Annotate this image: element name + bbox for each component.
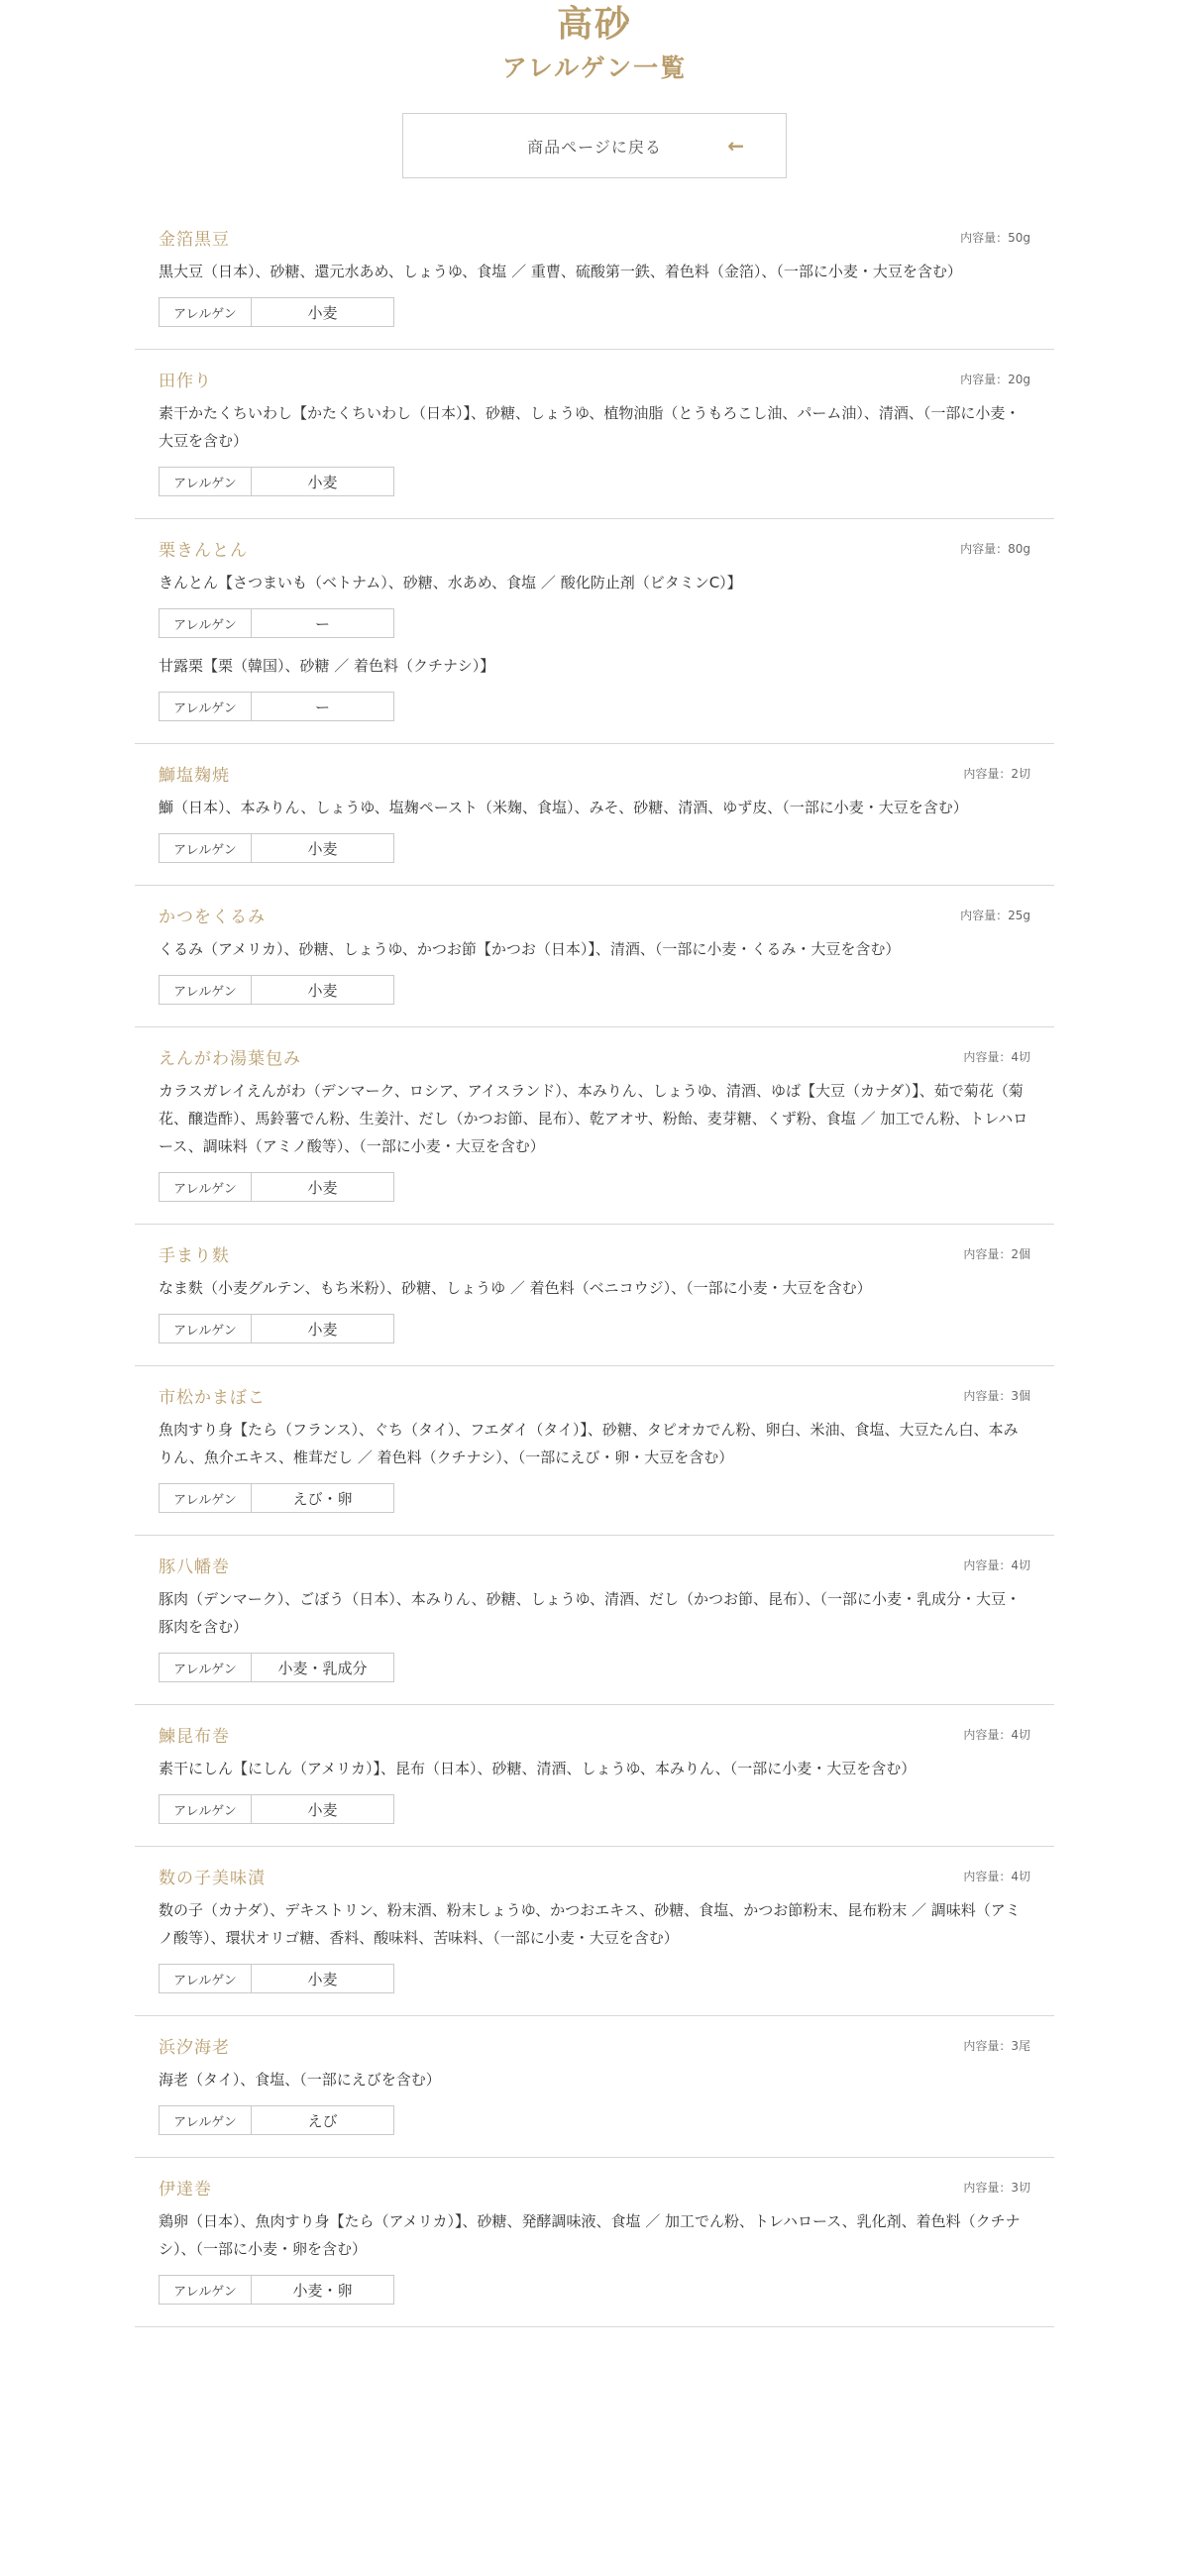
product-component	[159, 569, 1030, 638]
ingredient-text: 豚肉（デンマーク）、ごぼう（日本）、本みりん、砂糖、しょうゆ、清酒、だし（かつお節、昆布）、（一部に小麦・乳成分・大豆・豚肉を含む）	[159, 1590, 1022, 1636]
product-name: 田作り	[159, 372, 212, 391]
product-header	[159, 1556, 1030, 1579]
allergen-value: ー	[314, 614, 330, 633]
allergen-table	[159, 297, 394, 327]
page-header	[0, 0, 1189, 85]
product-name: 豚八幡巻	[159, 1557, 230, 1577]
allergen-value: 小麦・卵	[292, 2281, 353, 2300]
product-name: えんがわ湯葉包み	[159, 1049, 301, 1069]
product-header	[159, 1725, 1030, 1749]
ingredient-text: 鶏卵（日本）、魚肉すり身【たら（アメリカ）】、砂糖、発酵調味液、食塩 ／ 加工でん粉、トレハロース、乳化剤、着色料（クチナシ）、（一部に小麦・卵を含む）	[159, 2212, 1021, 2258]
product-header	[159, 539, 1030, 563]
allergen-table	[159, 1653, 394, 1682]
allergen-label: アレルゲン	[160, 1484, 252, 1512]
product-item	[135, 1027, 1054, 1225]
allergen-table	[159, 2275, 394, 2305]
product-component	[159, 2207, 1030, 2305]
allergen-value: 小麦	[307, 1320, 338, 1339]
product-item	[135, 1536, 1054, 1705]
allergen-table	[159, 975, 394, 1005]
product-capacity: 内容量：3切	[963, 2181, 1030, 2195]
allergen-value: 小麦	[307, 1970, 338, 1988]
product-component	[159, 1896, 1030, 1993]
allergen-label: アレルゲン	[160, 609, 252, 637]
arrow-left-icon: ←	[727, 134, 744, 158]
product-component	[159, 652, 1030, 721]
product-name: 鰊昆布巻	[159, 1727, 230, 1747]
ingredient-text: きんとん【さつまいも（ベトナム）、砂糖、水あめ、食塩 ／ 酸化防止剤（ビタミンC）】	[159, 574, 742, 591]
allergen-label: アレルゲン	[160, 2276, 252, 2304]
product-header	[159, 228, 1030, 252]
allergen-label: アレルゲン	[160, 1173, 252, 1201]
product-component	[159, 1416, 1030, 1513]
product-item	[135, 1225, 1054, 1366]
product-header	[159, 1867, 1030, 1890]
allergen-value: 小麦	[307, 981, 338, 1000]
product-item	[135, 886, 1054, 1027]
ingredient-text: 甘露栗【栗（韓国）、砂糖 ／ 着色料（クチナシ）】	[159, 657, 495, 675]
product-header	[159, 2178, 1030, 2201]
allergen-value: 小麦	[307, 473, 338, 491]
product-header	[159, 370, 1030, 393]
allergen-value: 小麦	[307, 303, 338, 322]
product-name: 伊達巻	[159, 2180, 212, 2200]
allergen-label: アレルゲン	[160, 468, 252, 495]
product-item	[135, 1366, 1054, 1536]
product-component	[159, 258, 1030, 327]
product-name: 浜汐海老	[159, 2038, 230, 2058]
allergen-table	[159, 1172, 394, 1202]
back-button-label: 商品ページに戻る	[527, 137, 662, 157]
product-capacity: 内容量：80g	[960, 542, 1030, 556]
product-item	[135, 350, 1054, 519]
allergen-label: アレルゲン	[160, 693, 252, 720]
allergen-label: アレルゲン	[160, 298, 252, 326]
allergen-table	[159, 692, 394, 721]
product-capacity: 内容量：4切	[963, 1558, 1030, 1572]
ingredient-text: 素干にしん【にしん（アメリカ）】、昆布（日本）、砂糖、清酒、しょうゆ、本みりん、（一部に小麦・大豆を含む）	[159, 1760, 917, 1777]
allergen-label: アレルゲン	[160, 2106, 252, 2134]
product-list	[135, 208, 1054, 2327]
ingredient-text: 数の子（カナダ）、デキストリン、粉末酒、粉末しょうゆ、かつおエキス、砂糖、食塩、かつお節粉末、昆布粉末 ／ 調味料（アミノ酸等）、環状オリゴ糖、香料、酸味料、苦味料、（一部に小麦・大豆を含む）	[159, 1901, 1021, 1947]
ingredient-text: カラスガレイえんがわ（デンマーク、ロシア、アイスランド）、本みりん、しょうゆ、清酒、ゆば【大豆（カナダ）】、茹で菊花（菊花、醸造酢）、馬鈴薯でん粉、生姜汁、だし（かつお節、昆布）、乾アオサ、粉飴、麦芽糖、くず粉、食塩 ／ 加工でん粉、トレハロース、調味料（アミノ酸等）、（一部に小麦・大豆を含む）	[159, 1082, 1028, 1155]
product-capacity: 内容量：50g	[960, 231, 1030, 245]
allergen-table	[159, 1314, 394, 1343]
product-component	[159, 2066, 1030, 2135]
product-capacity: 内容量：2個	[963, 1247, 1030, 1261]
product-capacity: 内容量：3尾	[963, 2039, 1030, 2053]
product-header	[159, 1244, 1030, 1268]
product-name: 数の子美味漬	[159, 1869, 266, 1888]
ingredient-text: 黒大豆（日本）、砂糖、還元水あめ、しょうゆ、食塩 ／ 重曹、硫酸第一鉄、着色料（金箔）、（一部に小麦・大豆を含む）	[159, 263, 962, 280]
allergen-value: 小麦	[307, 839, 338, 858]
product-item	[135, 744, 1054, 886]
product-item	[135, 208, 1054, 350]
product-name: 手まり麩	[159, 1246, 230, 1266]
allergen-table	[159, 833, 394, 863]
back-to-product-page-button[interactable]	[402, 113, 787, 178]
product-component	[159, 794, 1030, 863]
product-capacity: 内容量：25g	[960, 909, 1030, 922]
product-item	[135, 1705, 1054, 1847]
product-capacity: 内容量：4切	[963, 1050, 1030, 1064]
allergen-table	[159, 1964, 394, 1993]
allergen-table	[159, 1483, 394, 1513]
product-header	[159, 2036, 1030, 2060]
ingredient-text: なま麩（小麦グルテン、もち米粉）、砂糖、しょうゆ ／ 着色料（ベニコウジ）、（一部に小麦・大豆を含む）	[159, 1279, 872, 1297]
product-item	[135, 2158, 1054, 2327]
product-component	[159, 1274, 1030, 1343]
page-subtitle: アレルゲン一覧	[501, 54, 688, 82]
allergen-value: ー	[314, 698, 330, 716]
ingredient-text: 海老（タイ）、食塩、（一部にえびを含む）	[159, 2071, 441, 2089]
product-name: 市松かまぼこ	[159, 1388, 266, 1408]
product-capacity: 内容量：3個	[963, 1389, 1030, 1403]
product-header	[159, 764, 1030, 788]
ingredient-text: 魚肉すり身【たら（フランス）、ぐち（タイ）、フエダイ（タイ）】、砂糖、タピオカでん粉、卵白、米油、食塩、大豆たん白、本みりん、魚介エキス、椎茸だし ／ 着色料（クチナシ）、（一部にえび・卵・大豆を含む）	[159, 1421, 1019, 1466]
ingredient-text: 素干かたくちいわし【かたくちいわし（日本）】、砂糖、しょうゆ、植物油脂（とうもろこし油、パーム油）、清酒、（一部に小麦・大豆を含む）	[159, 404, 1021, 450]
product-name: かつをくるみ	[159, 908, 266, 927]
allergen-label: アレルゲン	[160, 1654, 252, 1681]
product-component	[159, 935, 1030, 1005]
product-component	[159, 399, 1030, 496]
ingredient-text: くるみ（アメリカ）、砂糖、しょうゆ、かつお節【かつお（日本）】、清酒、（一部に小麦・くるみ・大豆を含む）	[159, 940, 901, 958]
product-item	[135, 519, 1054, 744]
allergen-value: 小麦	[307, 1800, 338, 1819]
product-header	[159, 906, 1030, 929]
product-capacity: 内容量：20g	[960, 373, 1030, 386]
allergen-label: アレルゲン	[160, 1795, 252, 1823]
allergen-value: 小麦・乳成分	[277, 1659, 368, 1677]
shop-title: 高砂	[556, 3, 632, 45]
product-component	[159, 1755, 1030, 1824]
allergen-table	[159, 467, 394, 496]
allergen-table	[159, 608, 394, 638]
product-item	[135, 2016, 1054, 2158]
allergen-label: アレルゲン	[160, 1315, 252, 1342]
product-header	[159, 1386, 1030, 1410]
product-item	[135, 1847, 1054, 2016]
allergen-label: アレルゲン	[160, 1965, 252, 1992]
allergen-table	[159, 1794, 394, 1824]
allergen-value: えび	[307, 2111, 338, 2130]
ingredient-text: 鰤（日本）、本みりん、しょうゆ、塩麹ペースト（米麹、食塩）、みそ、砂糖、清酒、ゆず皮、（一部に小麦・大豆を含む）	[159, 799, 968, 816]
allergen-label: アレルゲン	[160, 976, 252, 1004]
allergen-value: えび・卵	[292, 1489, 353, 1508]
product-name: 栗きんとん	[159, 541, 248, 561]
product-capacity: 内容量：4切	[963, 1870, 1030, 1883]
product-header	[159, 1047, 1030, 1071]
product-capacity: 内容量：4切	[963, 1728, 1030, 1742]
allergen-table	[159, 2105, 394, 2135]
product-name: 鰤塩麹焼	[159, 766, 230, 786]
product-capacity: 内容量：2切	[963, 767, 1030, 781]
product-name: 金箔黒豆	[159, 230, 230, 250]
allergen-label: アレルゲン	[160, 834, 252, 862]
product-component	[159, 1077, 1030, 1202]
product-component	[159, 1585, 1030, 1682]
allergen-value: 小麦	[307, 1178, 338, 1197]
